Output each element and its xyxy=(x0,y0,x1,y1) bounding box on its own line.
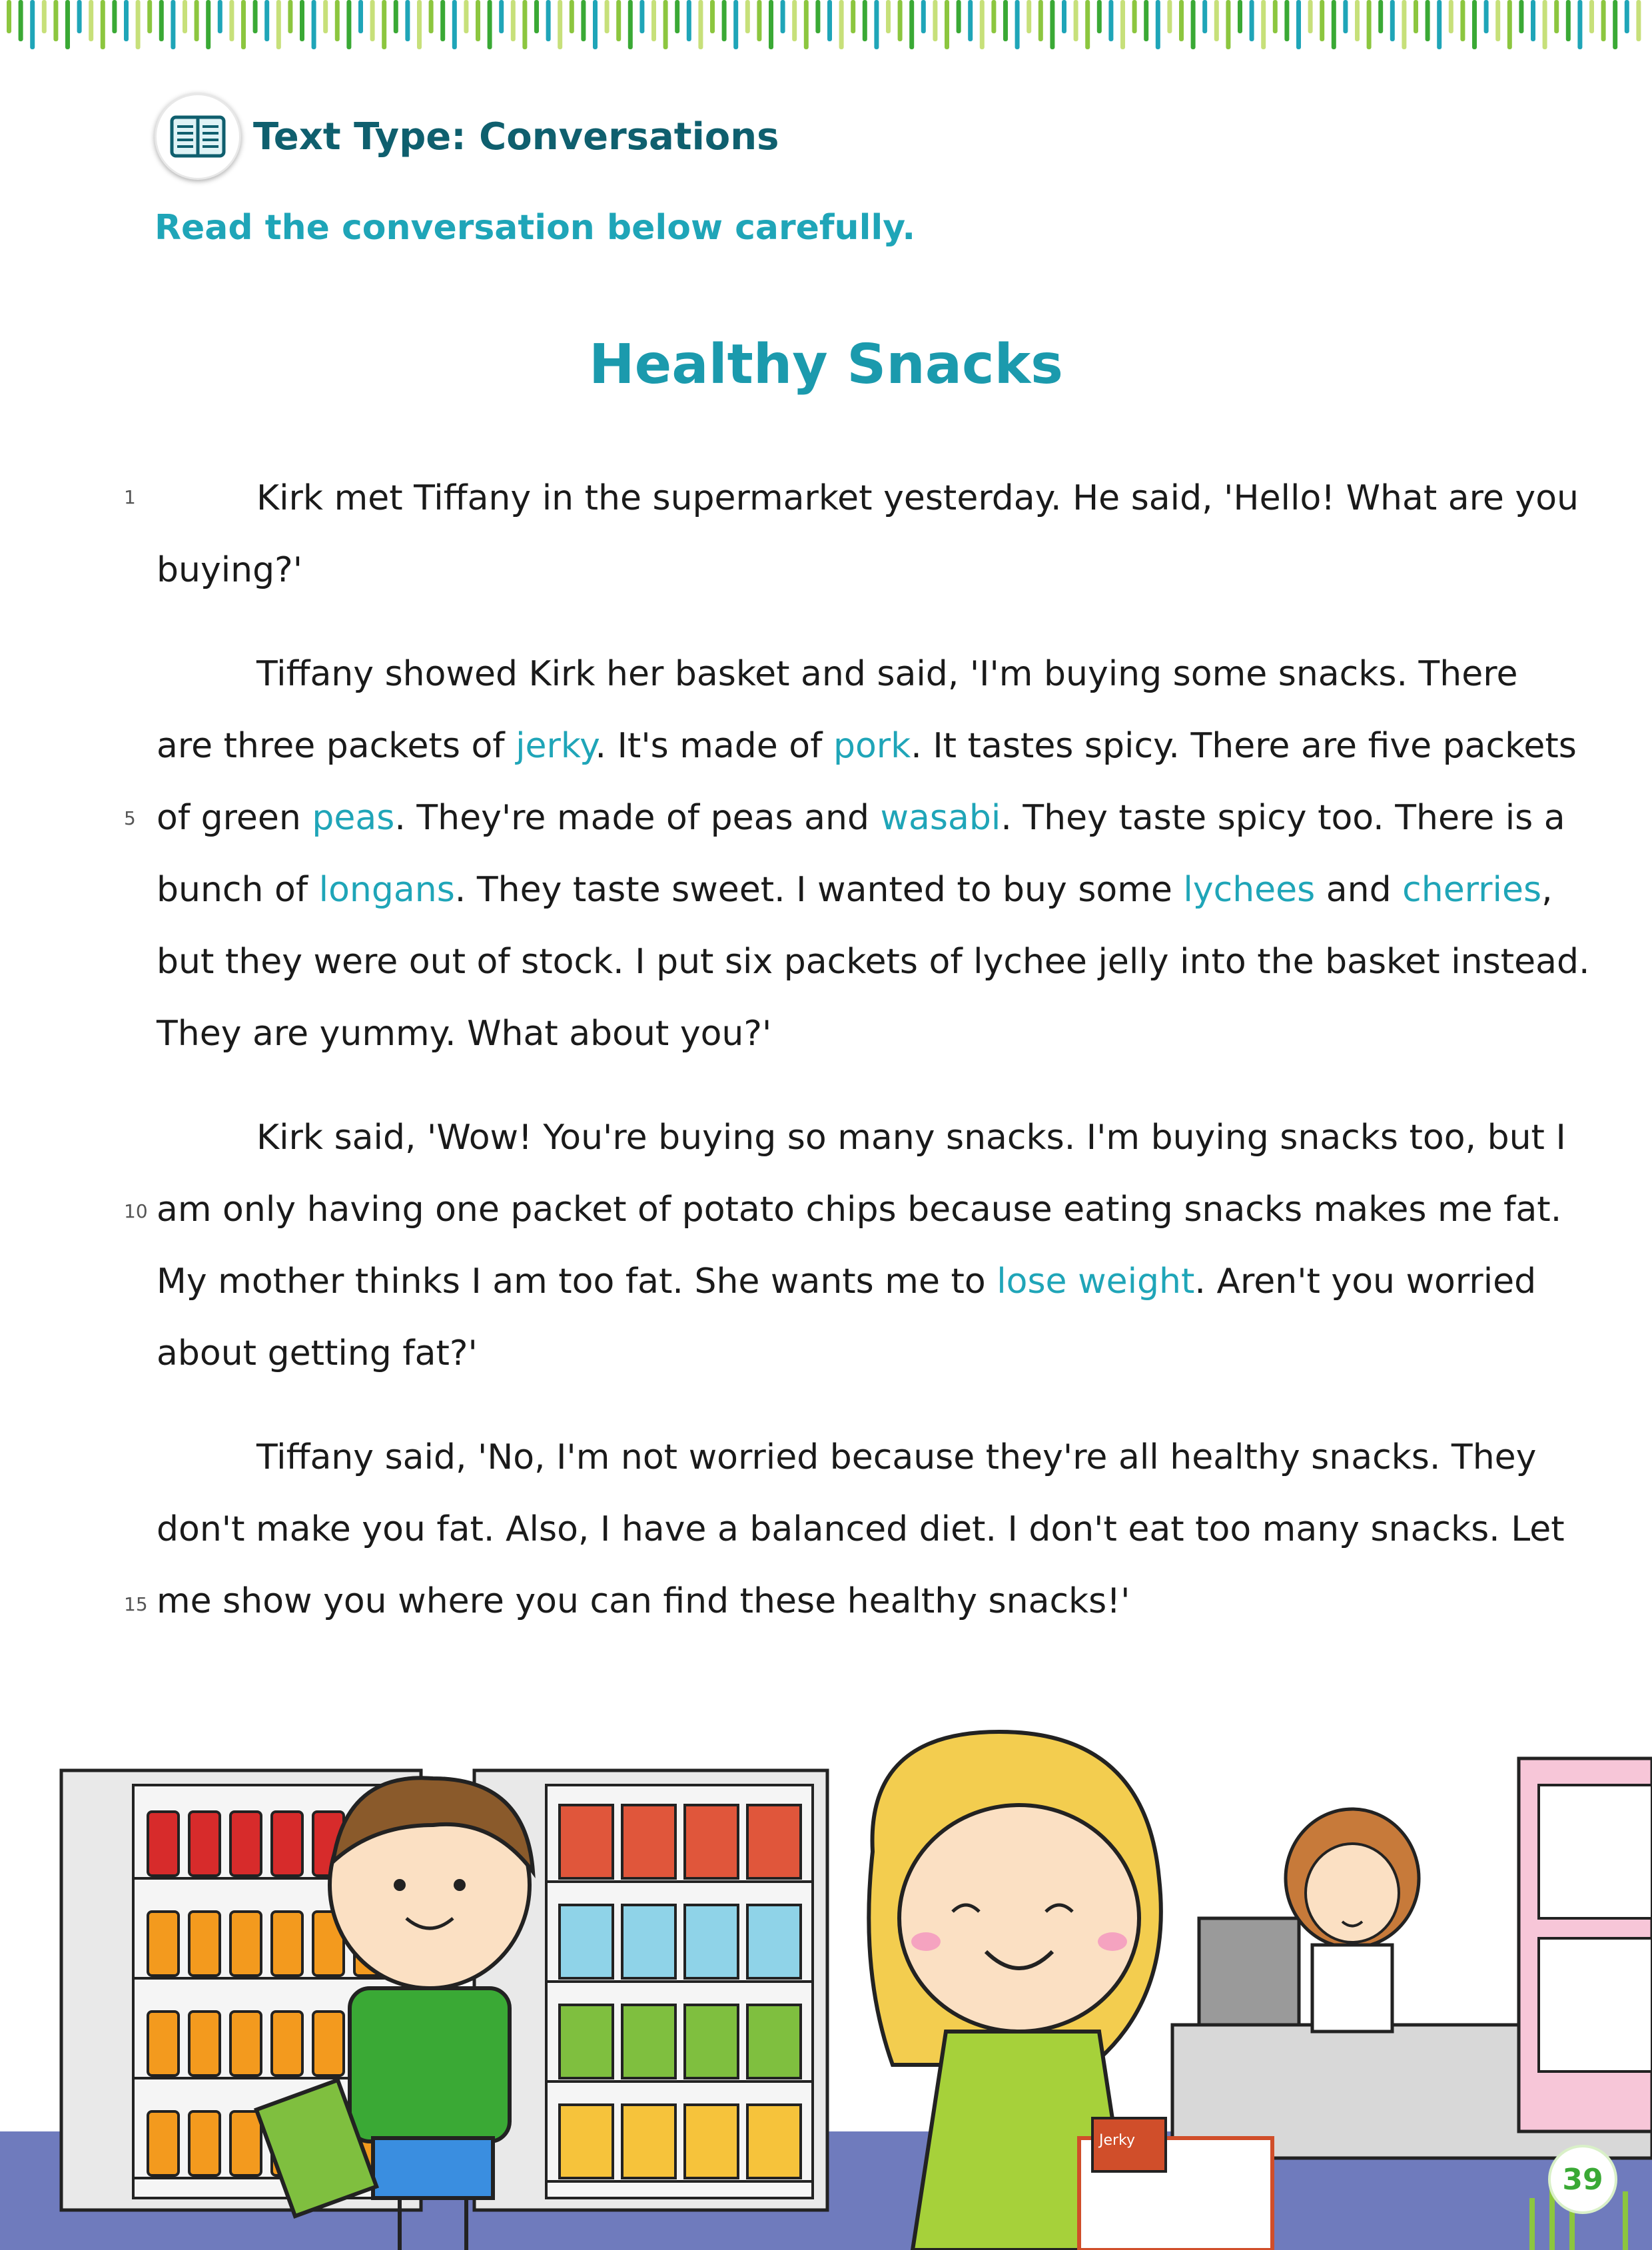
stripe xyxy=(757,0,761,41)
shelf-snack-packet xyxy=(622,2005,675,2078)
shelf-snack-packet xyxy=(685,1905,738,1978)
shelf-drink xyxy=(189,2111,220,2175)
shelf-snack-packet xyxy=(685,2105,738,2178)
stripe xyxy=(195,0,199,41)
line-number-15: 15 xyxy=(124,1593,148,1615)
stripe xyxy=(1484,0,1489,33)
stripe xyxy=(1167,0,1172,33)
text-line: but they were out of stock. I put six packets of lychee jelly into the basket instead. xyxy=(157,942,1590,982)
text-line: Tiffany said, 'No, I'm not worried because they're all healthy snacks. They xyxy=(256,1437,1537,1477)
stripe xyxy=(1202,0,1207,33)
stripe xyxy=(112,0,117,33)
stripe xyxy=(874,0,879,49)
text-line: My mother thinks I am too fat. She wants me to lose weight. Aren't you worried xyxy=(157,1262,1537,1302)
stripe xyxy=(1472,0,1477,49)
stripe xyxy=(101,0,105,49)
text-line: don't make you fat. Also, I have a balanced diet. I don't eat too many snacks. Let xyxy=(157,1509,1565,1549)
stripe xyxy=(206,0,210,49)
stripe xyxy=(1261,0,1266,49)
stripe xyxy=(1156,0,1160,49)
stripe xyxy=(733,0,738,49)
stripe xyxy=(687,0,691,41)
stripe xyxy=(1144,0,1148,41)
stripe xyxy=(1636,0,1641,41)
stripe xyxy=(1132,0,1137,33)
shelf-snack-packet xyxy=(622,1905,675,1978)
line-number-1: 1 xyxy=(124,486,136,508)
stripe xyxy=(89,0,93,41)
stripe xyxy=(581,0,586,41)
shelf-drink xyxy=(189,1912,220,1976)
shelf-snack-packet xyxy=(685,2005,738,2078)
stripe xyxy=(827,0,832,41)
shelf-snack-packet xyxy=(560,2005,613,2078)
stripe xyxy=(1625,0,1629,33)
decorative-stripe-border xyxy=(0,0,1652,53)
stripe xyxy=(1296,0,1301,49)
stripe xyxy=(1179,0,1184,41)
stripe xyxy=(1577,0,1582,49)
text-line: are three packets of jerky. It's made of pork. It tastes spicy. There are five packets xyxy=(157,726,1577,766)
stripe xyxy=(1507,0,1512,49)
stripe xyxy=(77,0,82,33)
shelf-snack-packet xyxy=(622,1805,675,1878)
stripe xyxy=(358,0,363,33)
stripe xyxy=(593,0,598,49)
shelf-snack-packet xyxy=(747,2005,801,2078)
stripe xyxy=(639,0,644,33)
shelf-drink xyxy=(148,1812,179,1876)
text-type-label: Text Type: Conversations xyxy=(253,115,779,159)
stripe xyxy=(53,0,58,41)
shelf-drink xyxy=(148,2012,179,2075)
stripe xyxy=(7,0,11,33)
stripe xyxy=(1531,0,1535,41)
stripe xyxy=(1320,0,1324,41)
stripe xyxy=(323,0,328,33)
stripe xyxy=(1238,0,1242,33)
stripe xyxy=(570,0,574,33)
stripe xyxy=(628,0,633,49)
stripe xyxy=(1214,0,1219,41)
stripe xyxy=(722,0,727,41)
stripe xyxy=(147,0,152,33)
stripe xyxy=(1038,0,1043,41)
stripe xyxy=(346,0,351,49)
cash-register xyxy=(1199,1918,1299,2025)
stripe xyxy=(804,0,809,49)
shelf-snack-packet xyxy=(747,1805,801,1878)
stripe xyxy=(476,0,480,41)
stripe xyxy=(1554,0,1559,33)
stripe xyxy=(511,0,516,41)
shelf-drink xyxy=(148,1912,179,1976)
stripe xyxy=(1449,0,1453,33)
stripe xyxy=(253,0,258,33)
stripe xyxy=(968,0,973,41)
stripe xyxy=(815,0,820,33)
stripe xyxy=(605,0,610,33)
shelf-snack-packet xyxy=(560,1905,613,1978)
stripe xyxy=(1426,0,1430,41)
stripe xyxy=(1355,0,1360,41)
stripe xyxy=(1284,0,1289,41)
stripe xyxy=(394,0,398,33)
stripe xyxy=(464,0,468,33)
stripe xyxy=(1543,0,1547,49)
stripe xyxy=(1015,0,1020,49)
stripe xyxy=(886,0,891,33)
text-line: buying?' xyxy=(157,550,303,590)
stripe xyxy=(1027,0,1031,33)
stripe xyxy=(792,0,797,41)
shelf-drink xyxy=(272,2012,302,2075)
stripe xyxy=(1191,0,1196,49)
stripe xyxy=(522,0,527,49)
stripe xyxy=(769,0,773,49)
stripe xyxy=(534,0,539,33)
stripe xyxy=(241,0,246,49)
text-line: Kirk met Tiffany in the supermarket yesterday. He said, 'Hello! What are you xyxy=(256,478,1579,518)
stripe xyxy=(1050,0,1054,49)
stripe xyxy=(933,0,937,41)
stripe xyxy=(229,0,234,41)
shelf-snack-packet xyxy=(747,1905,801,1978)
stripe xyxy=(698,0,703,49)
stripe xyxy=(921,0,926,33)
vocab-cherries: cherries xyxy=(1402,870,1542,910)
shelf-snack-packet xyxy=(560,1805,613,1878)
stripe xyxy=(1226,0,1230,49)
stripe xyxy=(1402,0,1406,49)
stripe xyxy=(1519,0,1523,33)
supermarket-illustration xyxy=(0,1718,1652,2250)
text-type-header xyxy=(155,93,779,180)
text-line: of green peas. They're made of peas and wasabi. They taste spicy too. There is a xyxy=(157,798,1565,838)
text-line: Kirk said, 'Wow! You're buying so many snacks. I'm buying snacks too, but I xyxy=(256,1118,1566,1158)
stripe xyxy=(675,0,679,33)
stripe xyxy=(546,0,551,41)
stripe xyxy=(1437,0,1442,49)
line-number-10: 10 xyxy=(124,1200,148,1222)
stripe xyxy=(710,0,715,33)
stripe xyxy=(616,0,621,41)
shelf-drink xyxy=(272,1912,302,1976)
vocab-jerky: jerky xyxy=(516,726,596,766)
stripe xyxy=(1085,0,1090,49)
stripe xyxy=(1566,0,1571,41)
vocab-lose-weight: lose weight xyxy=(997,1262,1195,1302)
shelf-drink xyxy=(313,2012,344,2075)
stripe xyxy=(1613,0,1617,49)
line-number-5: 5 xyxy=(124,807,136,829)
stripe xyxy=(264,0,269,41)
shelf-drink xyxy=(189,2012,220,2075)
instruction: Read the conversation below carefully. xyxy=(155,208,916,248)
stripe xyxy=(124,0,129,41)
stripe xyxy=(1108,0,1113,41)
shelf-drink xyxy=(230,2111,261,2175)
stripe xyxy=(1414,0,1418,33)
stripe xyxy=(1074,0,1078,41)
jerky-packet-label: Jerky xyxy=(1099,2132,1136,2149)
shelf-snack-packet xyxy=(747,2105,801,2178)
stripe xyxy=(276,0,281,49)
stripe xyxy=(417,0,422,49)
stripe xyxy=(839,0,844,49)
stripe xyxy=(1343,0,1348,33)
stripe xyxy=(405,0,410,41)
text-line: bunch of longans. They taste sweet. I wanted to buy some lychees and cherries, xyxy=(157,870,1553,910)
stripe xyxy=(1378,0,1383,33)
stripe xyxy=(558,0,562,49)
stripe xyxy=(945,0,949,49)
stripe xyxy=(65,0,70,49)
stripe xyxy=(429,0,434,33)
stripe xyxy=(1601,0,1606,41)
shelf-drink xyxy=(230,2012,261,2075)
stripe xyxy=(19,0,23,41)
text-line: about getting fat?' xyxy=(157,1333,478,1373)
stripe xyxy=(781,0,785,33)
stripe xyxy=(30,0,35,49)
stripe xyxy=(1273,0,1278,33)
shelf-drink xyxy=(189,1812,220,1876)
book-icon xyxy=(155,93,241,180)
stripe xyxy=(171,0,175,49)
stripe xyxy=(42,0,47,33)
shelf-drink xyxy=(272,1812,302,1876)
stripe xyxy=(1460,0,1465,41)
stripe xyxy=(335,0,340,41)
vocab-peas: peas xyxy=(312,798,395,838)
stripe xyxy=(851,0,855,33)
stripe xyxy=(288,0,292,33)
shelf-snack-packet xyxy=(560,2105,613,2178)
stripe xyxy=(745,0,750,33)
stripe xyxy=(1367,0,1372,49)
vocab-lychees: lychees xyxy=(1183,870,1316,910)
stripe xyxy=(499,0,504,33)
stripe xyxy=(1589,0,1594,33)
stripe xyxy=(488,0,492,49)
text-line: me show you where you can find these healthy snacks!' xyxy=(157,1581,1130,1621)
vocab-pork: pork xyxy=(833,726,911,766)
stripe xyxy=(651,0,656,41)
stripe xyxy=(898,0,903,41)
stripe xyxy=(1495,0,1500,41)
stripe xyxy=(452,0,457,49)
stripe xyxy=(136,0,141,49)
shelf-drink xyxy=(230,1912,261,1976)
story-title: Healthy Snacks xyxy=(589,333,1063,396)
stripe xyxy=(183,0,187,33)
stripe xyxy=(440,0,445,41)
text-line: am only having one packet of potato chips because eating snacks makes me fat. xyxy=(157,1190,1562,1230)
shelf-snack-packet xyxy=(622,2105,675,2178)
stripe xyxy=(957,0,961,33)
vocab-longans: longans xyxy=(318,870,455,910)
stripe xyxy=(909,0,914,49)
cashier-character xyxy=(1286,1809,1419,2032)
stripe xyxy=(159,0,164,41)
stripe xyxy=(991,0,996,33)
stripe xyxy=(1062,0,1066,33)
stripe xyxy=(218,0,222,33)
stripe xyxy=(1390,0,1395,41)
vocab-wasabi: wasabi xyxy=(880,798,1001,838)
page-number: 39 xyxy=(1548,2145,1617,2214)
stripe xyxy=(370,0,375,41)
stripe xyxy=(312,0,316,49)
stripe xyxy=(1250,0,1254,41)
stripe xyxy=(1308,0,1313,33)
stripe xyxy=(1332,0,1336,49)
stripe xyxy=(300,0,304,41)
stripe xyxy=(663,0,668,49)
stripe xyxy=(1120,0,1125,49)
stripe xyxy=(980,0,985,49)
stripe xyxy=(1097,0,1102,33)
text-line: They are yummy. What about you?' xyxy=(157,1014,772,1054)
shelf-snack-packet xyxy=(685,1805,738,1878)
shelf-drink xyxy=(148,2111,179,2175)
shelf-drink xyxy=(230,1812,261,1876)
stripe xyxy=(863,0,867,41)
text-line: Tiffany showed Kirk her basket and said, 'I'm buying some snacks. There xyxy=(256,654,1518,694)
stripe xyxy=(1003,0,1008,41)
stripe xyxy=(382,0,386,49)
